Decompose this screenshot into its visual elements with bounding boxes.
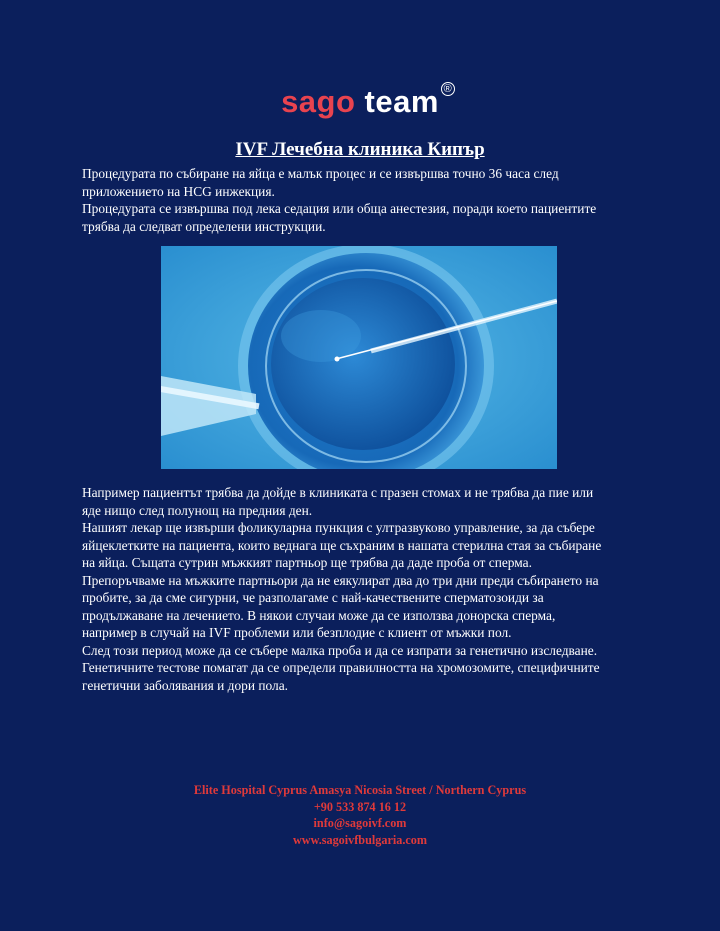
page-title: IVF Лечебна клиника Кипър: [235, 139, 485, 160]
intro-line: трябва да следват определени инструкции.: [82, 218, 326, 234]
intro-line: приложението на HCG инжекция.: [82, 183, 275, 199]
ivf-microscope-image: [161, 246, 557, 469]
contact-footer: [0, 782, 720, 848]
footer-website[interactable]: www.sagoivfbulgaria.com: [292, 832, 428, 847]
body-line: например в случай на IVF проблеми или безплодие с клиент от мъжки пол.: [82, 625, 512, 640]
body-line: генетични заболявания и дори пола.: [82, 677, 289, 693]
logo: [0, 84, 720, 120]
body-line: Нашият лекар ще извърши фоликуларна пункция с ултразвуково управление, за да събере: [82, 520, 595, 535]
intro-paragraph: [82, 165, 642, 235]
footer-address: Elite Hospital Cyprus Amasya Nicosia Street / Northern Cyprus: [193, 783, 527, 797]
logo-sago: sago: [281, 84, 356, 119]
body-paragraph: [82, 484, 642, 694]
registered-icon: ®: [441, 82, 455, 96]
body-line: яде нищо след полунощ на предния ден.: [82, 502, 313, 518]
footer-phone[interactable]: +90 533 874 16 12: [313, 799, 407, 814]
logo-team: [364, 83, 453, 119]
body-line: на яйца. Същата сутрин мъжкият партньор ще трябва да даде проба от сперма.: [82, 555, 532, 570]
body-line: пробите, за да сме сигурни, че разполагаме с най-качествените сперматозоиди за: [82, 590, 544, 605]
body-line: Генетичните тестове помагат да се определи правилността на хромозомите, специфичните: [82, 660, 600, 675]
body-line: Например пациентът трябва да дойде в клиниката с празен стомах и не трябва да пие или: [82, 485, 594, 500]
intro-line: Процедурата по събиране на яйца е малък процес и се извършва точно 36 часа след: [82, 166, 559, 181]
body-line: След този период може да се събере малка проба и да се изпрати за генетично изследване.: [82, 642, 598, 658]
intro-line: Процедурата се извършва под лека седация или обща анестезия, поради което пациентите: [82, 201, 597, 216]
footer-email[interactable]: info@sagoivf.com: [313, 816, 407, 830]
body-line: яйцеклетките на пациента, които веднага ще съхраним в нашата стерилна стая за събиране: [82, 537, 602, 553]
body-line: продължаване на лечението. В някои случаи може да се използва донорска сперма,: [82, 607, 556, 623]
body-line: Препоръчваме на мъжките партньори да не еякулират два до три дни преди събирането на: [82, 572, 599, 588]
logo-team-text: team: [364, 84, 439, 119]
